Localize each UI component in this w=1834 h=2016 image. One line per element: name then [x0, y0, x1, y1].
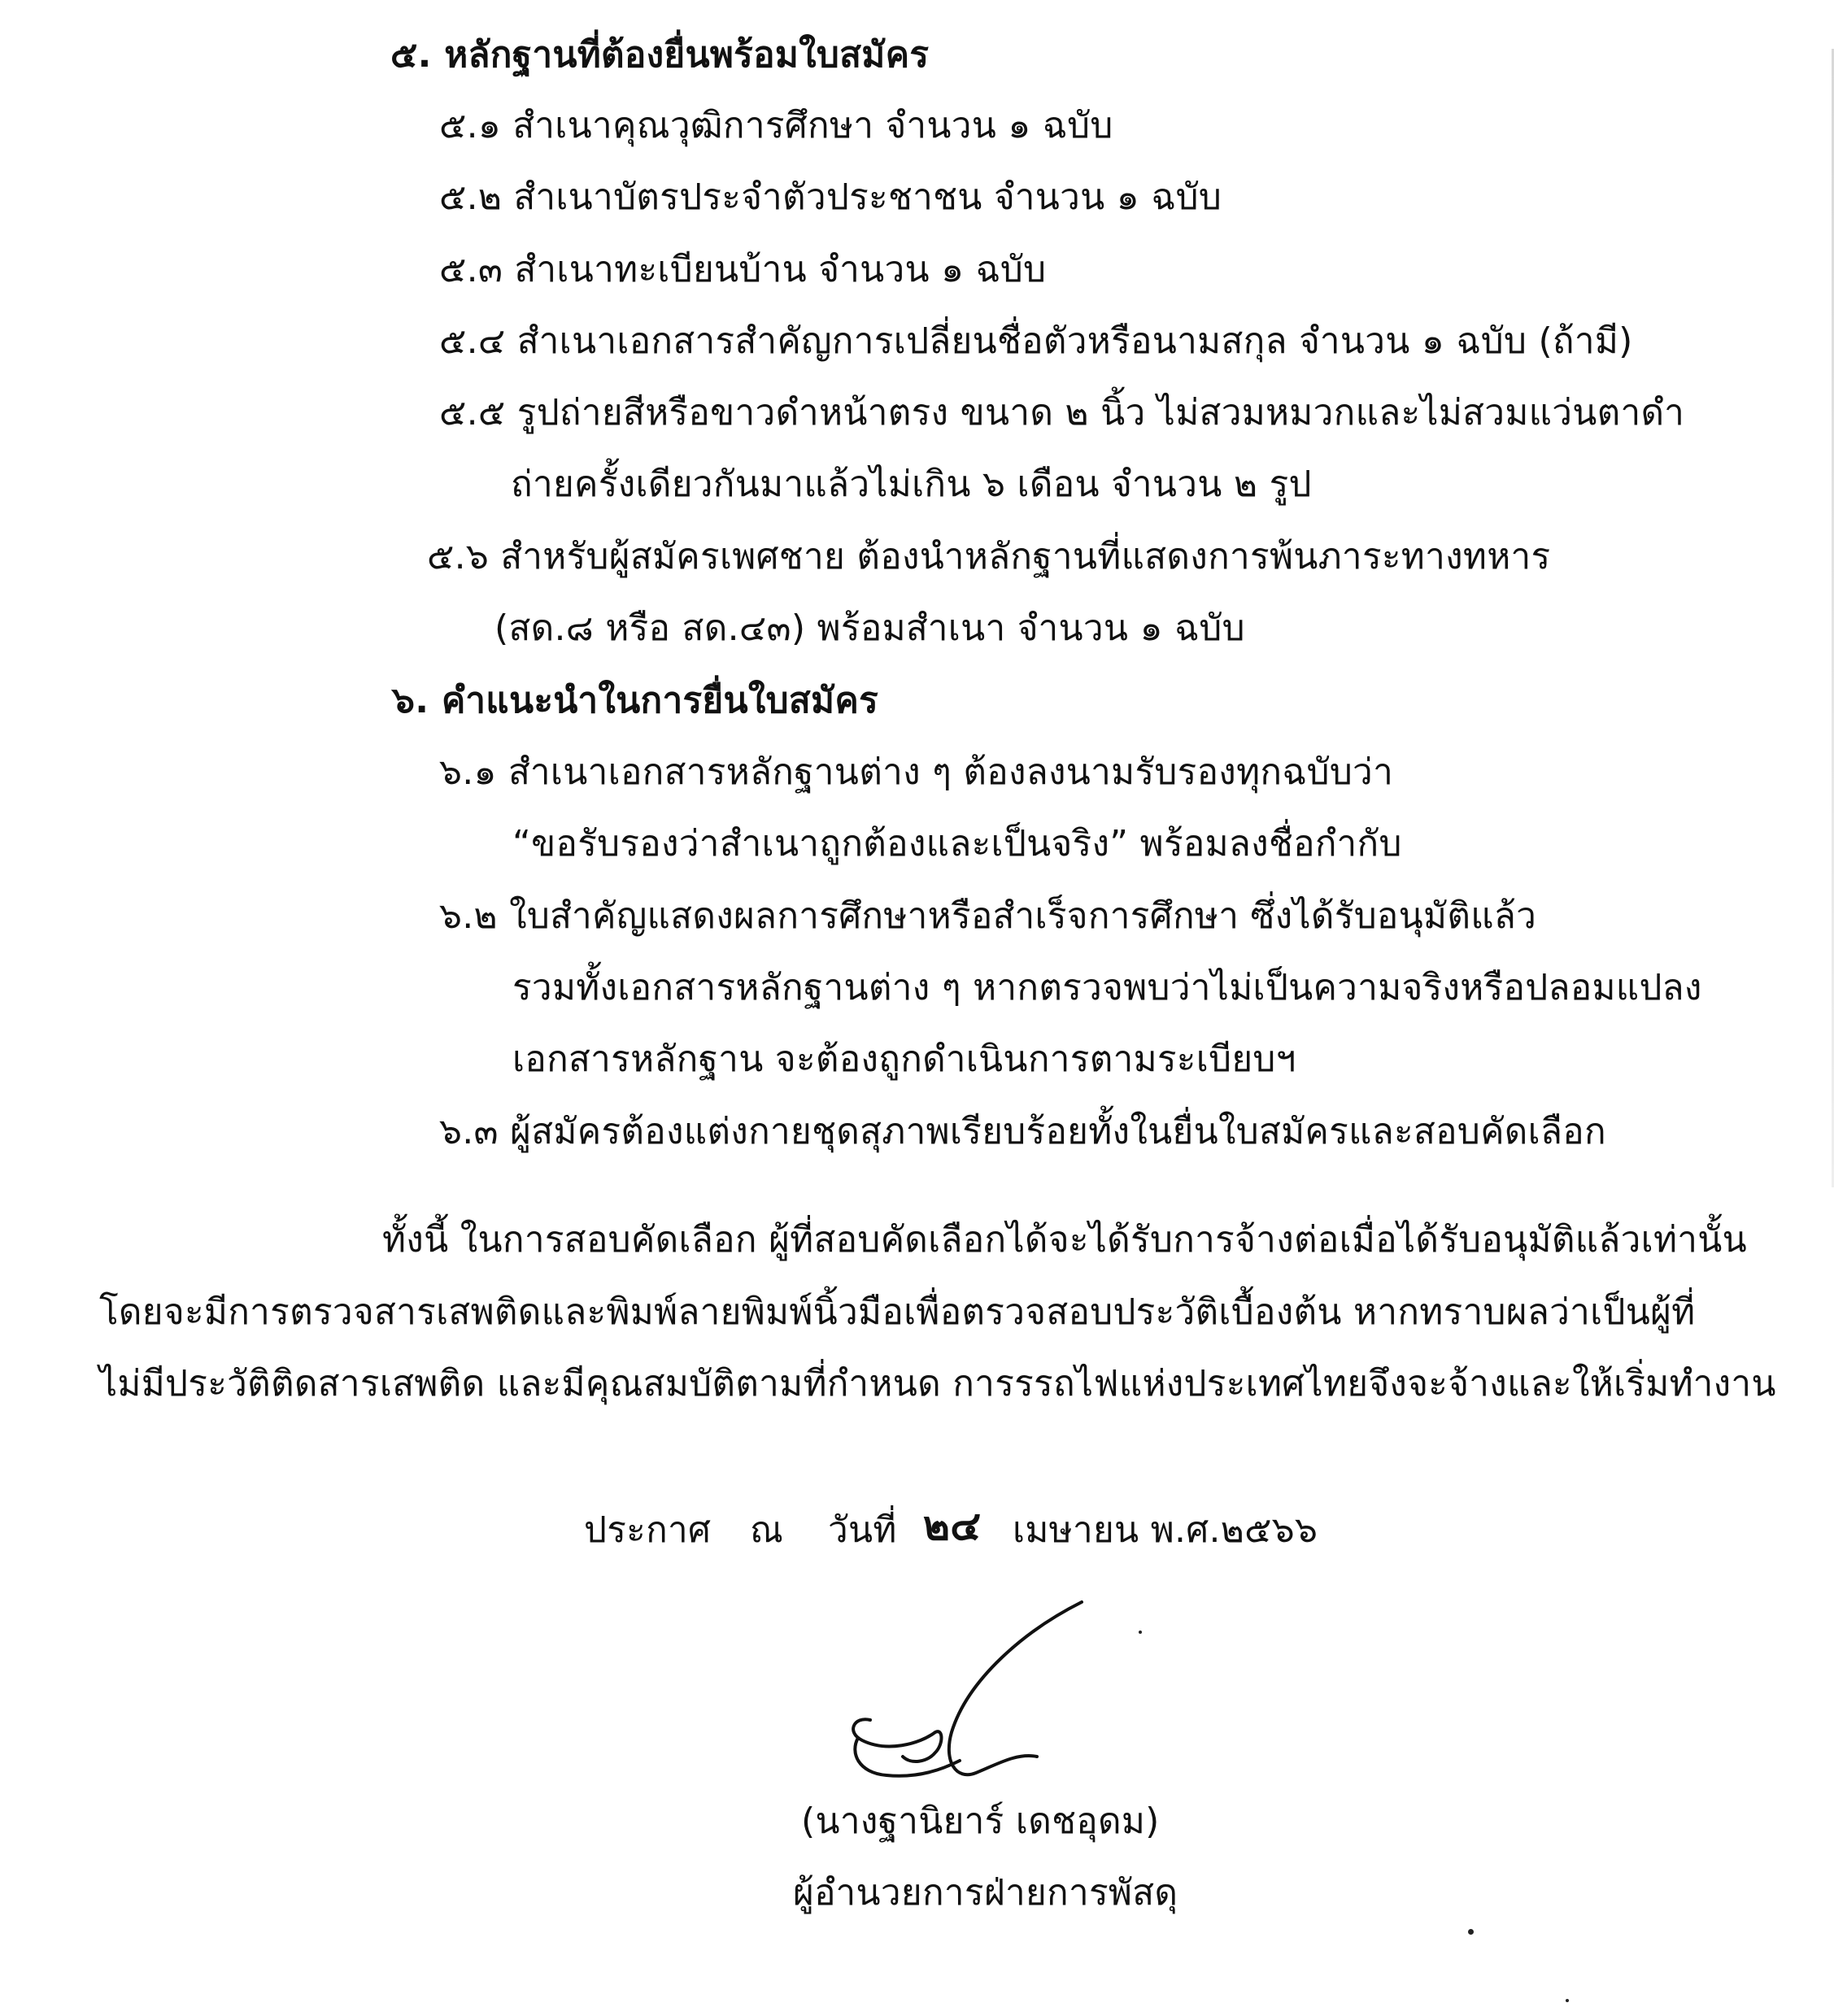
- section5-item-2: ๕.๒ สำเนาบัตรประจำตัวประชาชน จำนวน ๑ ฉบับ: [439, 176, 1222, 218]
- closing-line-3: ไม่มีประวัติติดสารเสพติด และมีคุณสมบัติตามที่กำหนด การรรถไฟแห่งประเทศไทยจึงจะจ้างและให้เริ่มทำงาน: [99, 1363, 1776, 1404]
- signatory-position: ผู้อำนวยการฝ่ายการพัสดุ: [793, 1872, 1178, 1914]
- section6-item-1-cont: “ขอรับรองว่าสำเนาถูกต้องและเป็นจริง” พร้อมลงชื่อกำกับ: [512, 823, 1402, 864]
- announce-day-label: วันที่: [828, 1509, 897, 1551]
- section6-item-3: ๖.๓ ผู้สมัครต้องแต่งกายชุดสุภาพเรียบร้อยทั้งในยื่นใบสมัครและสอบคัดเลือก: [439, 1111, 1606, 1152]
- section5-item-6: ๕.๖ สำหรับผู้สมัครเพศชาย ต้องนำหลักฐานที่แสดงการพ้นภาระทางทหาร: [427, 536, 1551, 577]
- scan-speck: [1566, 1999, 1569, 2002]
- section5-item-5-cont: ถ่ายครั้งเดียวกันมาแล้วไม่เกิน ๖ เดือน จำนวน ๒ รูป: [511, 464, 1312, 505]
- section5-heading: ๕. หลักฐานที่ต้องยื่นพร้อมใบสมัคร: [390, 34, 930, 76]
- closing-line-2: โดยจะมีการตรวจสารเสพติดและพิมพ์ลายพิมพ์นิ้วมือเพื่อตรวจสอบประวัติเบื้องต้น หากทราบผลว่าเป็นผู้ที่: [99, 1291, 1696, 1333]
- scan-speck: [1139, 1631, 1142, 1634]
- section6-item-2: ๖.๒ ใบสำคัญแสดงผลการศึกษาหรือสำเร็จการศึกษา ซึ่งได้รับอนุมัติแล้ว: [439, 895, 1537, 937]
- section5-item-5: ๕.๕ รูปถ่ายสีหรือขาวดำหน้าตรง ขนาด ๒ นิ้ว ไม่สวมหมวกและไม่สวมแว่นตาดำ: [439, 392, 1685, 433]
- announce-day-value: ๒๔: [923, 1502, 982, 1549]
- signatory-name: (นางฐานิยาร์ เดชอุดม): [801, 1800, 1160, 1842]
- announce-na: ณ: [750, 1509, 784, 1551]
- section5-item-6-cont: (สด.๘ หรือ สด.๔๓) พร้อมสำเนา จำนวน ๑ ฉบับ: [494, 607, 1245, 649]
- section6-item-1: ๖.๑ สำเนาเอกสารหลักฐานต่าง ๆ ต้องลงนามรับรองทุกฉบับว่า: [439, 751, 1394, 793]
- section6-item-2-cont1: รวมทั้งเอกสารหลักฐานต่าง ๆ หากตรวจพบว่าไม่เป็นความจริงหรือปลอมแปลง: [512, 967, 1702, 1008]
- section5-item-1: ๕.๑ สำเนาคุณวุฒิการศึกษา จำนวน ๑ ฉบับ: [439, 105, 1113, 146]
- section6-item-2-cont2: เอกสารหลักฐาน จะต้องถูกดำเนินการตามระเบียบฯ: [512, 1038, 1296, 1080]
- signature-icon: [821, 1590, 1163, 1801]
- section5-item-4: ๕.๔ สำเนาเอกสารสำคัญการเปลี่ยนชื่อตัวหรือนามสกุล จำนวน ๑ ฉบับ (ถ้ามี): [439, 320, 1633, 362]
- scan-speck: [1468, 1929, 1474, 1935]
- closing-line-1: ทั้งนี้ ในการสอบคัดเลือก ผู้ที่สอบคัดเลือกได้จะได้รับการจ้างต่อเมื่อได้รับอนุมัติแล้วเท่านั้น: [382, 1219, 1748, 1261]
- section6-heading: ๖. คำแนะนำในการยื่นใบสมัคร: [392, 680, 879, 721]
- announce-month-year: เมษายน พ.ศ.๒๕๖๖: [1013, 1509, 1318, 1551]
- section5-item-3: ๕.๓ สำเนาทะเบียนบ้าน จำนวน ๑ ฉบับ: [439, 249, 1047, 290]
- announce-prefix: ประกาศ: [584, 1509, 712, 1551]
